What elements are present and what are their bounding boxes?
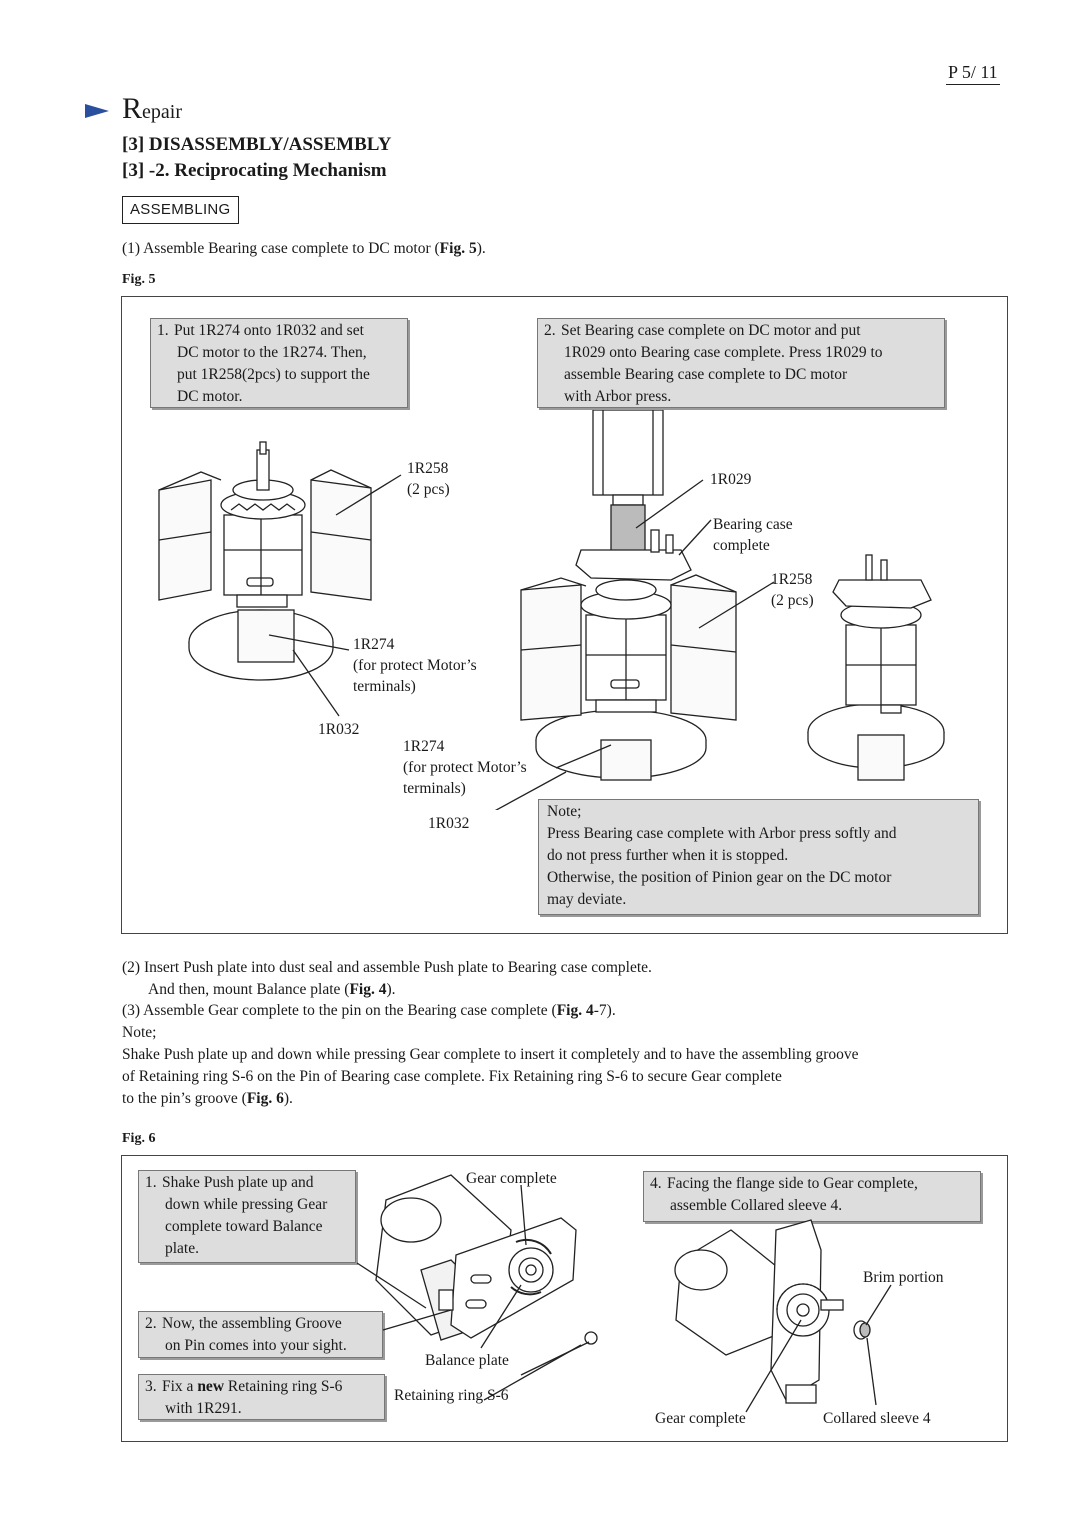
label-1r032-a: 1R032 [318, 721, 360, 738]
heading-reciprocating: [3] -2. Reciprocating Mechanism [122, 160, 387, 181]
label-1r029: 1R029 [710, 471, 752, 488]
section-title: Repair [122, 92, 182, 125]
step-2: (2) Insert Push plate into dust seal and assemble Push plate to Bearing case complete. And then, mount Balance plate (Fig. 4). [122, 959, 652, 998]
label-1r258-a: 1R258 [407, 460, 449, 477]
label-retaining-ring: Retaining ring S-6 [394, 1387, 509, 1404]
label-complete: complete [713, 537, 770, 554]
label-1r274-a: 1R274 [353, 636, 395, 653]
label-1r032-b: 1R032 [428, 815, 470, 832]
fig5-instruction-2: 2. Set Bearing case complete on DC motor and put 1R029 onto Bearing case complete. Press 1R029 to assemble Bearing case complete to DC motor with Arbor press. [537, 318, 945, 408]
label-terminals-b: terminals) [403, 780, 466, 797]
note-2: Note; Shake Push plate up and down while pressing Gear complete to insert it completely and to have the assembling groove of Retaining ring S-6 on the Pin of Bearing case complete. Fix Retaining ring S-6 to secure Gear complete to the pin’s groove (Fig. 6). [122, 1024, 859, 1107]
label-collared-sleeve: Collared sleeve 4 [823, 1410, 931, 1427]
heading-disassembly: [3] DISASSEMBLY/ASSEMBLY [122, 134, 392, 155]
fig5-instruction-1: 1. Put 1R274 onto 1R032 and set DC motor to the 1R274. Then, put 1R258(2pcs) to support the DC motor. [150, 318, 408, 408]
label-2pcs-a: (2 pcs) [407, 481, 450, 498]
label-gear-complete-b: Gear complete [655, 1410, 746, 1427]
label-2pcs-b: (2 pcs) [771, 592, 814, 609]
fig6-instruction-4: 4. Facing the flange side to Gear complete, assemble Collared sleeve 4. [643, 1171, 981, 1222]
label-bearing-case: Bearing case [713, 516, 793, 533]
fig5-illustration [121, 410, 1006, 810]
label-terminals-a: terminals) [353, 678, 416, 695]
fig5-label: Fig. 5 [122, 272, 156, 287]
label-1r258-b: 1R258 [771, 571, 813, 588]
fig6-label: Fig. 6 [122, 1131, 156, 1146]
label-protect-a: (for protect Motor’s [353, 657, 477, 674]
assembling-label: ASSEMBLING [122, 196, 239, 224]
step-3: (3) Assemble Gear complete to the pin on the Bearing case complete (Fig. 4-7). [122, 1002, 616, 1019]
step-1: (1) Assemble Bearing case complete to DC motor (Fig. 5). [122, 240, 486, 257]
fig5-note: Note; Press Bearing case complete with Arbor press softly and do not press further when it is stopped. Otherwise, the position of Pinion gear on the DC motor may deviate. [538, 799, 979, 915]
label-1r274-b: 1R274 [403, 738, 445, 755]
label-balance-plate: Balance plate [425, 1352, 509, 1369]
label-brim-portion: Brim portion [863, 1269, 944, 1286]
page-number: P 5/ 11 [946, 62, 1000, 85]
label-protect-b: (for protect Motor’s [403, 759, 527, 776]
fig6-instruction-1: 1. Shake Push plate up and down while pressing Gear complete toward Balance plate. [138, 1170, 356, 1263]
fig6-illustration [121, 1160, 1006, 1435]
section-arrow-icon [85, 104, 109, 118]
fig6-instruction-2: 2. Now, the assembling Groove on Pin comes into your sight. [138, 1311, 383, 1358]
fig6-instruction-3: 3. Fix a new Retaining ring S-6 with 1R291. [138, 1374, 385, 1420]
label-gear-complete-a: Gear complete [466, 1170, 557, 1187]
